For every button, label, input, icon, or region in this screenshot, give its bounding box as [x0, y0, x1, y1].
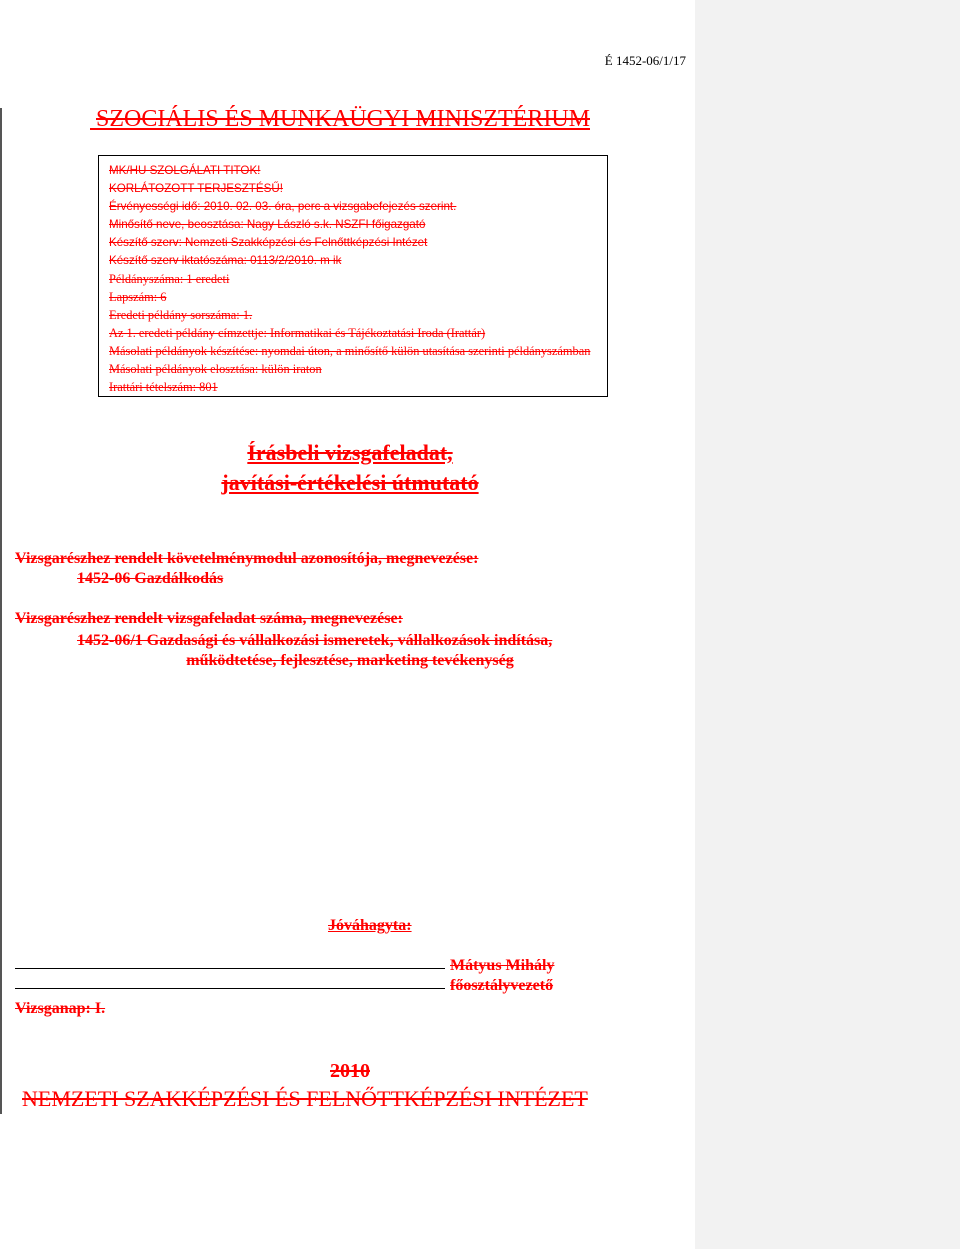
classification-line: Készítő szerv: Nemzeti Szakképzési és Felnőttképzési Intézet — [109, 236, 428, 249]
classification-line: Érvényességi idő: 2010. 02. 03. óra, perc a vizsgabefejezés szerint. — [109, 200, 457, 213]
footer-year: 2010 — [330, 1060, 370, 1082]
classification-line: KORLÁTOZOTT TERJESZTÉSŰ! — [109, 182, 283, 195]
module-value: 1452-06 Gazdálkodás — [77, 570, 224, 587]
task-value-line2: működtetése, fejlesztése, marketing tevékenység — [186, 652, 514, 669]
markup-pane — [695, 0, 960, 1249]
classification-line: Másolati példányok készítése: nyomdai úton, a minősítő külön utasítása szerinti példányszámban — [109, 344, 591, 358]
doc-title-line1: Írásbeli vizsgafeladat, — [247, 440, 453, 465]
ministry-title-text: SZOCIÁLIS ÉS MUNKAÜGYI MINISZTÉRIUM — [96, 106, 590, 132]
approver-name: Mátyus Mihály — [450, 957, 555, 974]
classification-line: MK/HU SZOLGÁLATI TITOK! — [109, 164, 261, 177]
classification-line: Készítő szerv iktatószáma: 0113/2/2010. m ik — [109, 254, 342, 267]
task-label: Vizsgarészhez rendelt vizsgafeladat száma, megnevezése: — [15, 610, 403, 627]
signature-line — [15, 968, 445, 969]
change-bar — [0, 108, 2, 1114]
exam-day: Vizsganap: I. — [15, 1000, 106, 1017]
ministry-title — [90, 106, 590, 133]
classification-line: Az 1. eredeti példány címzettje: Informatikai és Tájékoztatási Iroda (Irattár) — [109, 326, 486, 340]
approver-position: főosztályvezető — [450, 977, 554, 994]
classification-line: Eredeti példány sorszáma: 1. — [109, 308, 253, 322]
document-id: É 1452-06/1/17 — [604, 53, 686, 68]
classification-line: Példányszáma: 1 eredeti — [109, 272, 230, 286]
task-value-line1: 1452-06/1 Gazdasági és vállalkozási ismeretek, vállalkozások indítása, — [77, 632, 553, 649]
classification-box — [98, 155, 608, 397]
classification-line: Másolati példányok elosztása: külön iraton — [109, 362, 322, 376]
signature-line — [15, 988, 445, 989]
doc-title-line2: javítási-értékelési útmutató — [221, 470, 479, 495]
module-label: Vizsgarészhez rendelt követelménymodul azonosítója, megnevezése: — [15, 550, 479, 567]
classification-line: Minősítő neve, beosztása: Nagy László s.k. NSZFI főigazgató — [109, 218, 426, 231]
approval-label: Jóváhagyta: — [328, 917, 412, 934]
classification-line: Lapszám: 6 — [109, 290, 167, 304]
footer-institute: NEMZETI SZAKKÉPZÉSI ÉS FELNŐTTKÉPZÉSI INTÉZET — [22, 1086, 588, 1111]
classification-line: Irattári tételszám: 801 — [109, 380, 218, 394]
